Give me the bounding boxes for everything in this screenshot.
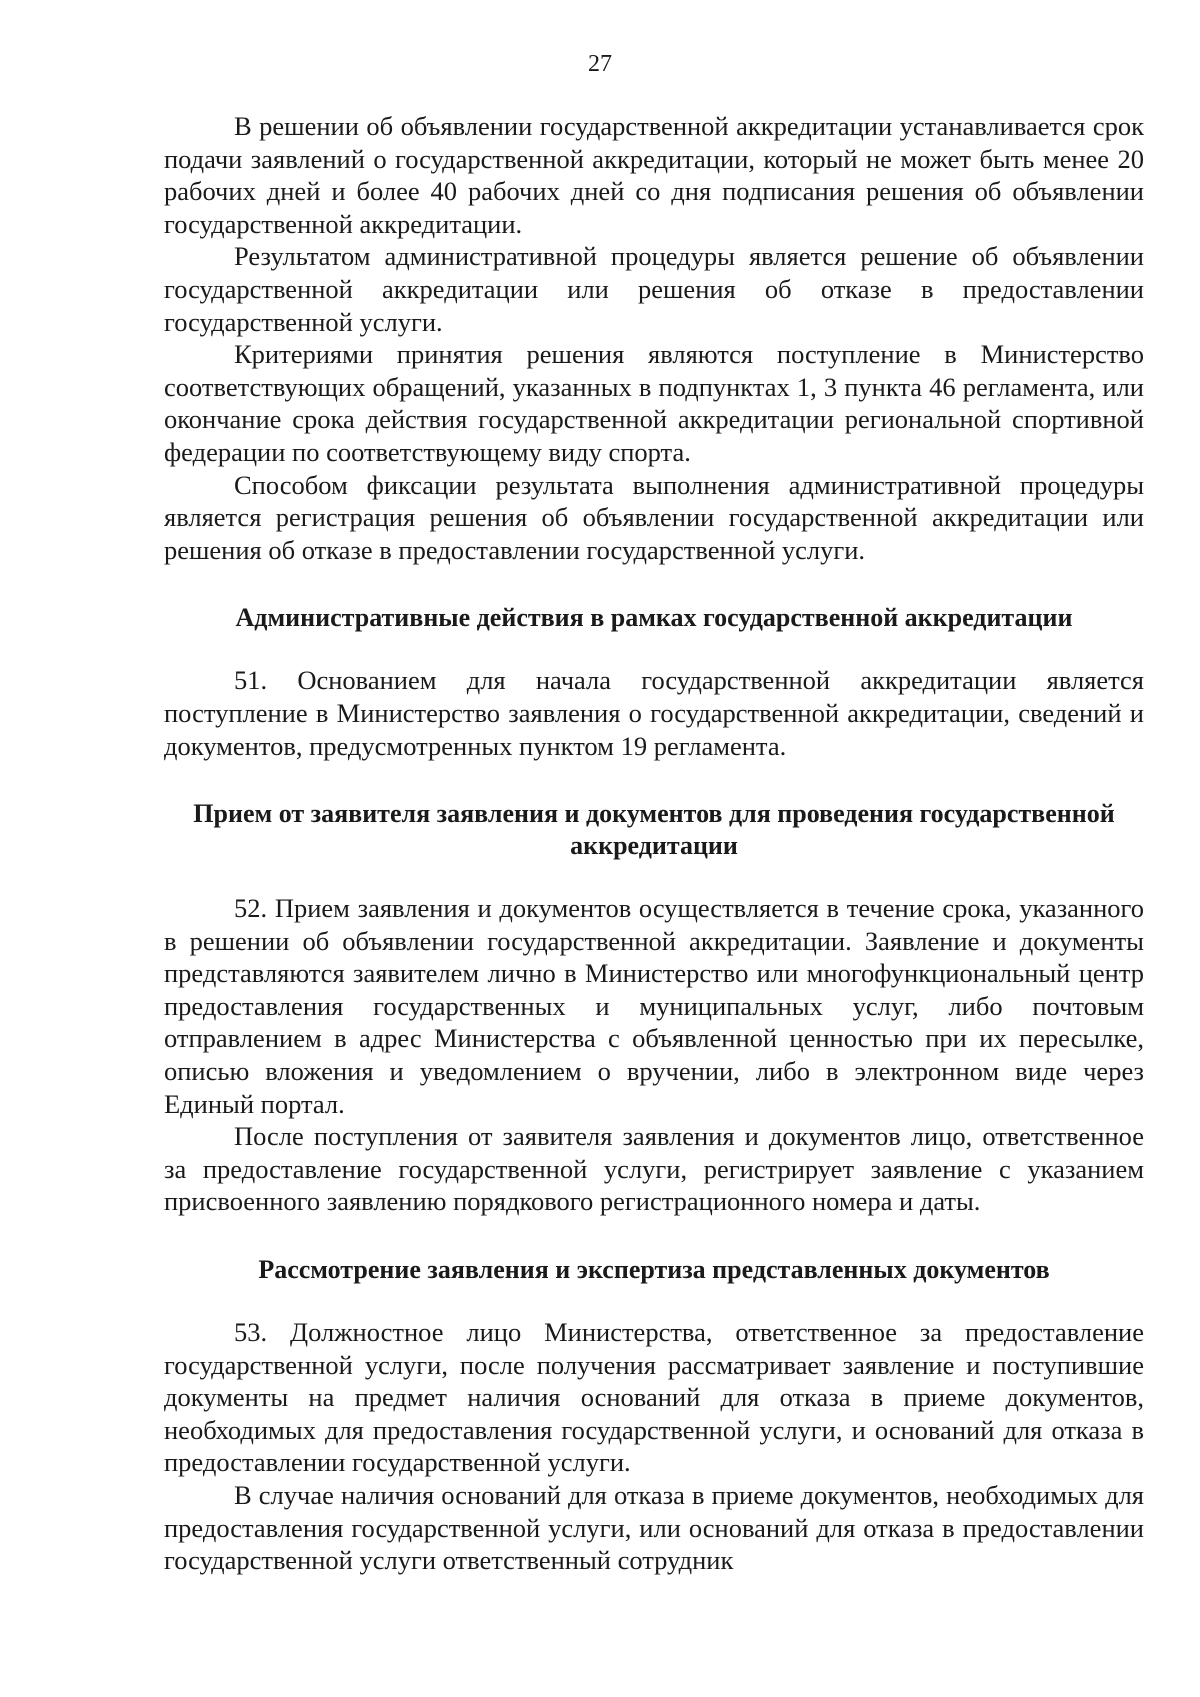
paragraph-refusal-grounds: В случае наличия оснований для отказа в приеме документов, необходимых для предоставления государственной услуги, или оснований для отказа в предоставлении государственной услуги ответственный сотрудник <box>164 1480 1144 1576</box>
spacer <box>164 1218 1144 1254</box>
spacer <box>164 566 1144 602</box>
paragraph-result: Результатом административной процедуры является решение об объявлении государственной аккредитации или решения об отказе в предоставлении государственной услуги. <box>164 241 1144 337</box>
paragraph-fixation: Способом фиксации результата выполнения административной процедуры является регистрация решения об объявлении государственной аккредитации или решения об отказе в предоставлении государственной услуги. <box>164 469 1144 565</box>
spacer <box>164 862 1144 892</box>
spacer <box>164 762 1144 798</box>
document-body <box>164 110 1144 1577</box>
section-heading-review: Рассмотрение заявления и экспертиза представленных документов <box>258 1255 1050 1285</box>
paragraph-deadline: В решении об объявлении государственной аккредитации устанавливается срок подачи заявлений о государственной аккредитации, который не может быть менее 20 рабочих дней и более 40 рабочих дней со дня подписания решения об объявлении государственной аккредитации. <box>164 111 1144 239</box>
spacer <box>164 634 1144 664</box>
paragraph-criteria: Критериями принятия решения являются поступление в Министерство соответствующих обращений, указанных в подпунктах 1, 3 пункта 46 регламента, или окончание срока действия государственной аккредитации региональной спортивной федерации по соответствующему виду спорта. <box>164 339 1144 467</box>
spacer <box>164 1286 1144 1316</box>
page-number: 27 <box>588 51 612 77</box>
paragraph-item-53: 53. Должностное лицо Министерства, ответственное за предоставление государственной услуги, после получения рассматривает заявление и поступившие документы на предмет наличия оснований для отказа в приеме документов, необходимых для предоставления государственной услуги, и оснований для отказа в предоставлении государственной услуги. <box>164 1317 1144 1478</box>
section-heading-reception: Прием от заявителя заявления и документов для проведения государственной аккредитации <box>193 799 1115 861</box>
section-heading-admin-actions: Административные действия в рамках государственной аккредитации <box>235 603 1073 633</box>
paragraph-item-52: 52. Прием заявления и документов осуществляется в течение срока, указанного в решении об объявлении государственной аккредитации. Заявление и документы представляются заявителем лично в Министерство или многофункциональный центр предоставления государственных и муниципальных услуг, либо почтовым отправлением в адрес Министерства с объявленной ценностью при их пересылке, описью вложения и уведомлением о вручении, либо в электронном виде через Единый портал. <box>164 893 1144 1119</box>
paragraph-registration: После поступления от заявителя заявления и документов лицо, ответственное за предоставление государственной услуги, регистрирует заявление с указанием присвоенного заявлению порядкового регистрационного номера и даты. <box>164 1121 1144 1217</box>
paragraph-item-51: 51. Основанием для начала государственной аккредитации является поступление в Министерство заявления о государственной аккредитации, сведений и документов, предусмотренных пунктом 19 регламента. <box>164 665 1144 761</box>
